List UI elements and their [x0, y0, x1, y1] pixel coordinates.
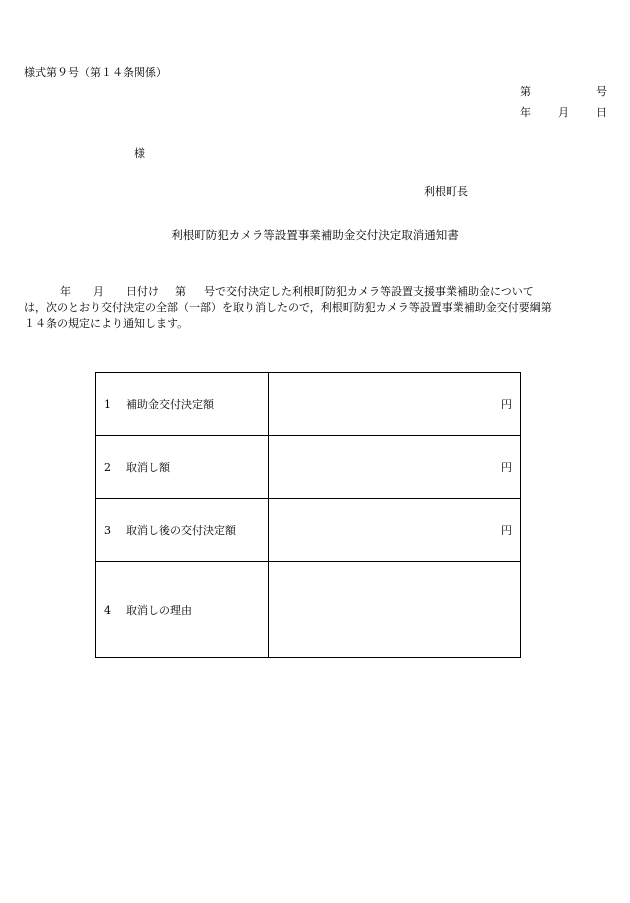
issuer-name: 利根町長	[424, 185, 468, 198]
row-label-cell	[96, 373, 269, 436]
row-value-cell	[269, 373, 521, 436]
row-number: 2	[104, 461, 111, 474]
row-label: 補助金交付決定額	[126, 398, 214, 411]
body-line-1-rest: 号で交付決定した利根町防犯カメラ等設置支援事業補助金につい	[204, 285, 523, 298]
table-row	[96, 436, 521, 499]
row-label: 取消し額	[126, 461, 170, 474]
body-line-2: は，次のとおり交付決定の全部（一部）を取り消したので，利根町防犯カメラ等設置事業補助金交付要綱第	[24, 301, 552, 314]
row-label: 取消し後の交付決定額	[126, 524, 236, 537]
amounts-table	[95, 372, 521, 658]
row-number: 3	[104, 524, 111, 537]
row-label-cell	[96, 499, 269, 562]
body-text	[24, 284, 610, 332]
body-date-suffix: 日付け	[126, 285, 159, 298]
row-value-cell	[269, 562, 521, 658]
doc-number-prefix: 第	[520, 85, 531, 98]
row-unit: 円	[501, 524, 512, 537]
row-value-cell	[269, 499, 521, 562]
row-unit: 円	[501, 461, 512, 474]
body-month: 月	[93, 285, 104, 298]
row-unit: 円	[501, 398, 512, 411]
doc-number-suffix: 号	[596, 85, 607, 98]
row-label-cell	[96, 436, 269, 499]
table-row	[96, 373, 521, 436]
body-line-1	[24, 284, 610, 300]
body-line-3: １４条の規定により通知します。	[24, 317, 189, 330]
row-label-cell	[96, 562, 269, 658]
document-title: 利根町防犯カメラ等設置事業補助金交付決定取消通知書	[171, 228, 459, 242]
body-year: 年	[60, 285, 71, 298]
row-label: 取消しの理由	[126, 603, 192, 617]
addressee-suffix: 様	[134, 147, 145, 160]
row-number: 4	[104, 603, 111, 617]
row-value-cell	[269, 436, 521, 499]
date-month: 月	[558, 106, 569, 119]
body-no-prefix: 第	[175, 285, 186, 298]
table-row	[96, 562, 521, 658]
date-year: 年	[520, 106, 531, 119]
date-day: 日	[596, 106, 607, 119]
table-row	[96, 499, 521, 562]
body-line-1-tail: て	[522, 285, 534, 298]
form-number: 様式第９号（第１４条関係）	[24, 66, 167, 79]
row-number: 1	[104, 398, 111, 411]
